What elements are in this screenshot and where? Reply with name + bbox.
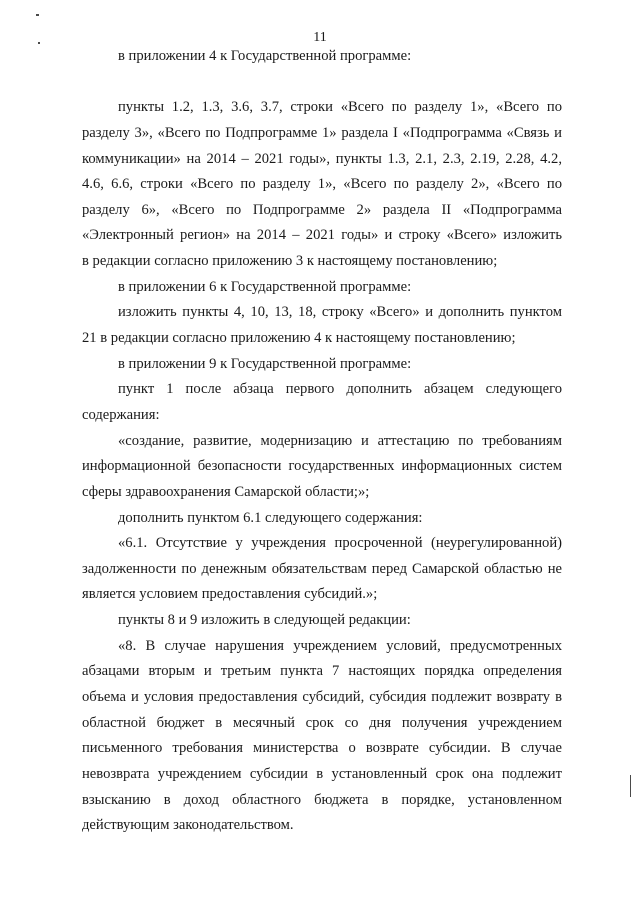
margin-mark-right (630, 775, 631, 797)
text-line: разделу 6», «Всего по Подпрограмме 2» раздела II «Подпрограмма (82, 201, 562, 218)
text-line: в приложении 4 к Государственной программе: (118, 48, 412, 64)
margin-mark-left (38, 42, 40, 44)
document-body (82, 44, 562, 839)
text-line: «создание, развитие, модернизацию и аттестацию по требованиям (118, 432, 562, 449)
text-line: областной бюджет в месячный срок со дня получения учреждением (82, 714, 562, 731)
margin-mark-top-left (36, 14, 39, 16)
text-line: задолженности по денежным обязательствам перед Самарской областью не (82, 560, 562, 577)
text-line: изложить пункты 4, 10, 13, 18, строку «Всего» и дополнить пунктом (118, 304, 562, 321)
text-line: пункты 1.2, 1.3, 3.6, 3.7, строки «Всего по разделу 1», «Всего по (118, 99, 562, 116)
text-line: «Электронный регион» на 2014 – 2021 годы» и строку «Всего» изложить (82, 227, 562, 244)
text-line: в приложении 6 к Государственной программе: (118, 278, 412, 295)
text-line: действующим законодательством. (82, 817, 294, 834)
text-line: дополнить пунктом 6.1 следующего содержания: (118, 509, 423, 526)
text-line: в приложении 9 к Государственной программе: (118, 355, 412, 372)
text-line: 4.6, 6.6, строки «Всего по разделу 1», «Всего по разделу 2», «Всего по (82, 176, 562, 193)
text-line: сферы здравоохранения Самарской области;»; (82, 483, 370, 500)
text-line: информационной безопасности государственных информационных систем (82, 458, 562, 475)
text-line: абзацами вторым и третьим пункта 7 настоящих порядка определения (82, 663, 562, 680)
text-line: объема и условия предоставления субсидий, субсидия подлежит возврату в (82, 689, 562, 706)
text-line: пункт 1 после абзаца первого дополнить абзацем следующего (118, 381, 562, 398)
text-line: коммуникации» на 2014 – 2021 годы», пункты 1.3, 2.1, 2.3, 2.19, 2.28, 4.2, (82, 150, 562, 167)
text-line: невозврата учреждением субсидии в установленный срок она подлежит (82, 765, 562, 782)
text-line: «6.1. Отсутствие у учреждения просроченной (неурегулированной) (118, 535, 562, 552)
text-line: в редакции согласно приложению 3 к настоящему постановлению; (82, 253, 498, 270)
text-line: 21 в редакции согласно приложению 4 к настоящему постановлению; (82, 330, 516, 347)
page-number: 11 (313, 30, 327, 45)
paragraph-gap (82, 70, 562, 96)
text-line: является условием предоставления субсидий.»; (82, 586, 378, 603)
text-line: пункты 8 и 9 изложить в следующей редакции: (118, 612, 411, 629)
text-line: письменного требования министерства о возврате субсидии. В случае (82, 740, 562, 757)
text-line: взысканию в доход областного бюджета в порядке, установленном (82, 791, 562, 808)
text-line: «8. В случае нарушения учреждением условий, предусмотренных (118, 637, 562, 654)
text-line: разделу 3», «Всего по Подпрограмме 1» раздела I «Подпрограмма «Связь и (82, 124, 562, 141)
text-line: содержания: (82, 406, 160, 423)
